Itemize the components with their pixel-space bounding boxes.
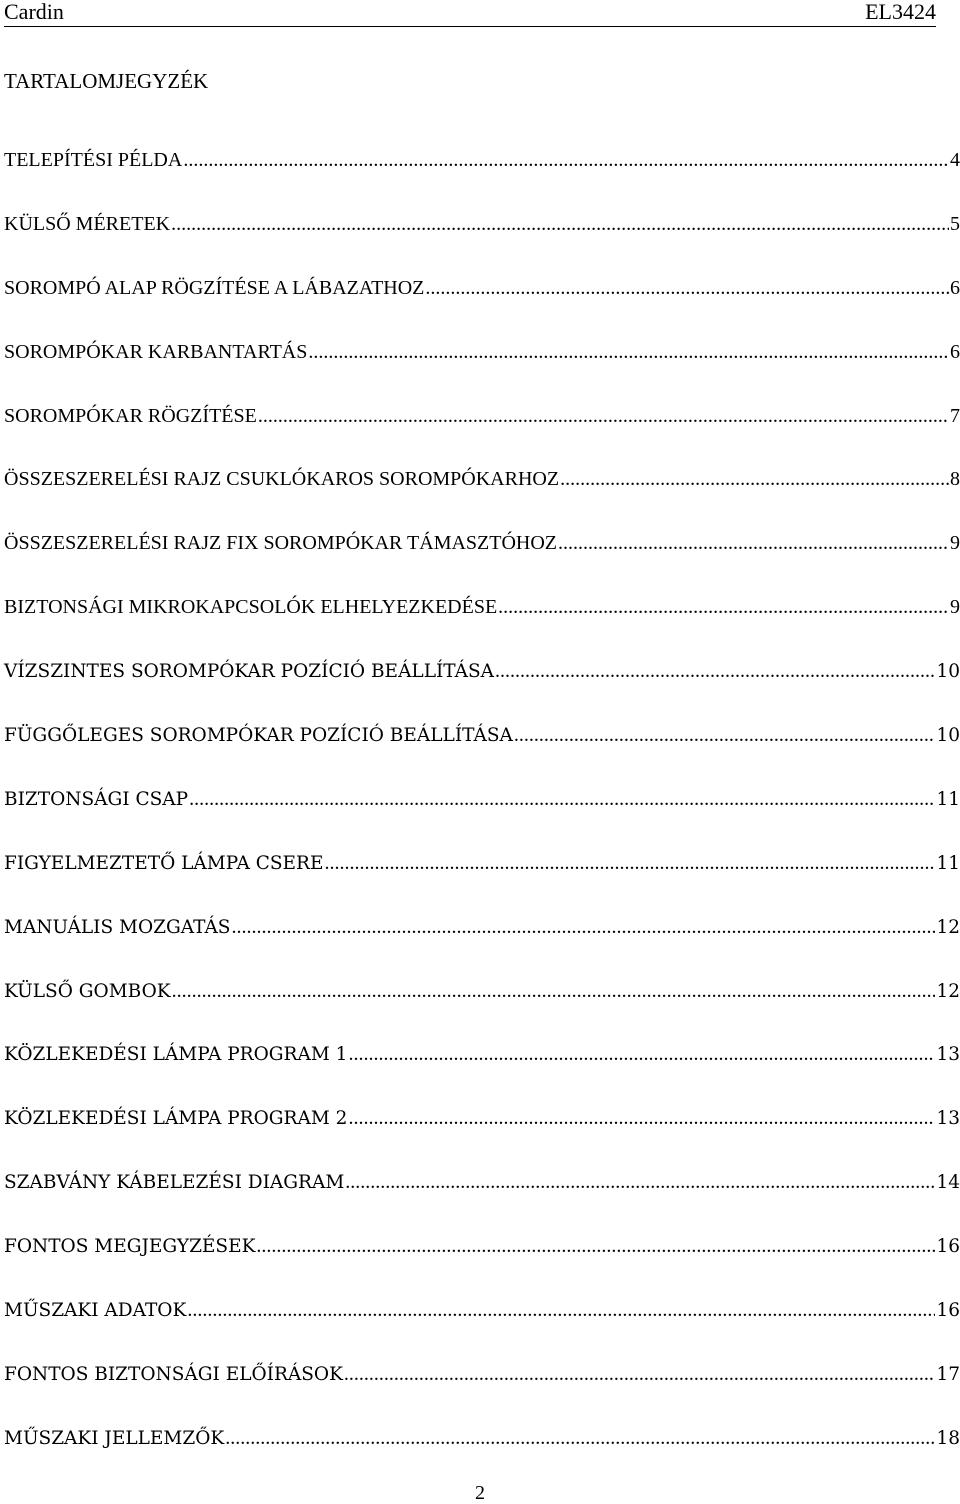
- toc-entry-label: SOROMPÓKAR KARBANTARTÁS: [4, 340, 308, 363]
- toc-entry-page: 8: [950, 468, 960, 491]
- toc-leader-dots: [425, 273, 949, 303]
- toc-entry-label: BIZTONSÁGI CSAP: [4, 788, 189, 810]
- toc-leader-dots: [171, 209, 949, 239]
- toc-entry-page: 4: [950, 149, 960, 171]
- toc-entry-label: MŰSZAKI JELLEMZŐK: [4, 1427, 225, 1449]
- toc-entry-page: 7: [950, 404, 960, 427]
- toc-entry[interactable]: [4, 401, 960, 465]
- toc-entry[interactable]: [4, 337, 960, 401]
- toc-entry[interactable]: [4, 784, 960, 848]
- toc-entry-page: 10: [936, 661, 960, 683]
- page-header: [4, 0, 936, 27]
- toc-entry-page: 17: [936, 1363, 960, 1385]
- toc-entry-label: FIGYELMEZTETŐ LÁMPA CSERE: [4, 852, 324, 874]
- toc-leader-dots: [324, 848, 935, 878]
- toc-entry-page: 12: [936, 980, 960, 1002]
- toc-entry-page: 14: [936, 1172, 960, 1194]
- toc-entry-label: FONTOS BIZTONSÁGI ELŐÍRÁSOK: [4, 1363, 343, 1385]
- toc-entry[interactable]: [4, 976, 960, 1040]
- toc-entry[interactable]: [4, 1423, 960, 1487]
- header-model: EL3424: [865, 0, 936, 24]
- toc-entry-page: 9: [950, 596, 960, 619]
- toc-entry-page: 11: [936, 788, 960, 810]
- toc-entry-label: MANUÁLIS MOZGATÁS: [4, 916, 231, 938]
- toc-entry[interactable]: [4, 1167, 960, 1231]
- toc-entry[interactable]: [4, 528, 960, 592]
- toc-entry-page: 16: [936, 1236, 960, 1258]
- toc-leader-dots: [558, 528, 949, 558]
- toc-entry-page: 13: [936, 1044, 960, 1066]
- toc-entry[interactable]: [4, 656, 960, 720]
- toc-entry-label: TELEPÍTÉSI PÉLDA: [4, 149, 183, 171]
- toc-leader-dots: [495, 656, 935, 686]
- toc-entry-page: 9: [950, 532, 960, 555]
- toc-entry-label: MŰSZAKI ADATOK: [4, 1300, 187, 1322]
- toc-leader-dots: [225, 1423, 935, 1453]
- toc-entry-label: SOROMPÓKAR RÖGZÍTÉSE: [4, 404, 257, 427]
- header-brand: Cardin: [4, 0, 64, 24]
- table-of-contents: [4, 145, 960, 1487]
- toc-leader-dots: [344, 1359, 936, 1389]
- toc-entry-label: KÜLSŐ MÉRETEK: [4, 212, 171, 235]
- toc-leader-dots: [560, 464, 949, 494]
- toc-entry[interactable]: [4, 1039, 960, 1103]
- toc-entry[interactable]: [4, 145, 960, 209]
- toc-entry-label: KÜLSŐ GOMBOK: [4, 980, 171, 1002]
- toc-entry-page: 10: [936, 725, 960, 747]
- toc-leader-dots: [231, 912, 935, 942]
- toc-entry-page: 6: [950, 340, 960, 363]
- toc-entry-page: 18: [936, 1427, 960, 1449]
- toc-entry-label: SOROMPÓ ALAP RÖGZÍTÉSE A LÁBAZATHOZ: [4, 276, 425, 299]
- toc-leader-dots: [348, 1039, 935, 1069]
- toc-entry-label: ÖSSZESZERELÉSI RAJZ CSUKLÓKAROS SOROMPÓKARHOZ: [4, 468, 560, 491]
- toc-entry[interactable]: [4, 912, 960, 976]
- toc-entry[interactable]: [4, 464, 960, 528]
- toc-leader-dots: [256, 1231, 935, 1261]
- toc-entry[interactable]: [4, 1295, 960, 1359]
- toc-leader-dots: [189, 784, 935, 814]
- toc-entry[interactable]: [4, 1103, 960, 1167]
- toc-leader-dots: [345, 1167, 935, 1197]
- toc-entry[interactable]: [4, 1359, 960, 1423]
- toc-leader-dots: [348, 1103, 935, 1133]
- toc-entry-label: ÖSSZESZERELÉSI RAJZ FIX SOROMPÓKAR TÁMASZTÓHOZ: [4, 532, 558, 555]
- toc-leader-dots: [498, 592, 949, 622]
- toc-entry-page: 11: [936, 852, 960, 874]
- toc-entry-label: KÖZLEKEDÉSI LÁMPA PROGRAM 2: [4, 1108, 348, 1130]
- toc-leader-dots: [172, 976, 936, 1006]
- toc-entry[interactable]: [4, 720, 960, 784]
- toc-entry-page: 6: [950, 276, 960, 299]
- toc-entry-page: 12: [936, 916, 960, 938]
- page-number: 2: [475, 1482, 485, 1504]
- toc-leader-dots: [514, 720, 936, 750]
- toc-entry-label: KÖZLEKEDÉSI LÁMPA PROGRAM 1: [4, 1044, 348, 1066]
- toc-entry-page: 16: [936, 1300, 960, 1322]
- toc-leader-dots: [183, 145, 949, 175]
- toc-entry[interactable]: [4, 273, 960, 337]
- toc-entry[interactable]: [4, 848, 960, 912]
- toc-leader-dots: [258, 401, 949, 431]
- toc-entry-page: 13: [936, 1108, 960, 1130]
- toc-entry-label: FÜGGŐLEGES SOROMPÓKAR POZÍCIÓ BEÁLLÍTÁSA: [4, 725, 513, 747]
- toc-entry-label: BIZTONSÁGI MIKROKAPCSOLÓK ELHELYEZKEDÉSE: [4, 596, 498, 619]
- toc-entry[interactable]: [4, 1231, 960, 1295]
- toc-leader-dots: [187, 1295, 935, 1325]
- toc-leader-dots: [308, 337, 949, 367]
- toc-entry-label: FONTOS MEGJEGYZÉSEK: [4, 1236, 256, 1258]
- toc-entry-label: VÍZSZINTES SOROMPÓKAR POZÍCIÓ BEÁLLÍTÁSA: [4, 661, 495, 683]
- toc-entry[interactable]: [4, 592, 960, 656]
- toc-entry-label: SZABVÁNY KÁBELEZÉSI DIAGRAM: [4, 1172, 345, 1194]
- toc-title: TARTALOMJEGYZÉK: [4, 69, 209, 93]
- toc-entry-page: 5: [950, 212, 960, 235]
- toc-entry[interactable]: [4, 209, 960, 273]
